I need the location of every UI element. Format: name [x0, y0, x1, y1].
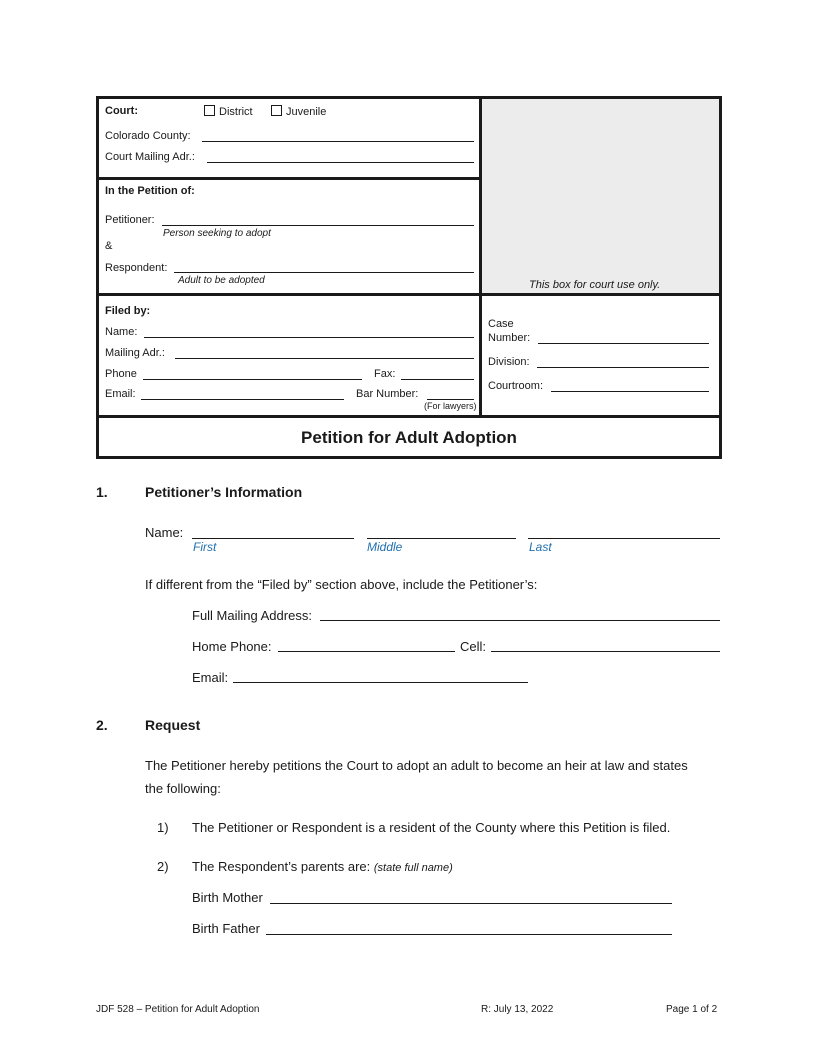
courtroom-field[interactable]: [551, 391, 709, 392]
juvenile-label: Juvenile: [286, 106, 327, 118]
section1-number: 1.: [96, 484, 108, 500]
filed-bar-field[interactable]: [427, 399, 474, 400]
caption-divider-court: [99, 177, 479, 180]
filed-bar-label: Bar Number:: [356, 388, 419, 400]
case-label-line1: Case: [488, 318, 514, 330]
filed-email-field[interactable]: [141, 399, 344, 400]
court-mailing-field[interactable]: [207, 162, 474, 163]
item2-number: 2): [157, 859, 169, 874]
court-use-panel: [482, 99, 719, 293]
court-option-district[interactable]: [204, 105, 253, 118]
first-name-hint: First: [193, 540, 217, 554]
filed-phone-label: Phone: [105, 368, 137, 380]
document-title: Petition for Adult Adoption: [301, 428, 517, 447]
s1-email-field[interactable]: [233, 682, 528, 683]
cell-field[interactable]: [491, 651, 720, 652]
item2-line: [192, 859, 453, 874]
division-label: Division:: [488, 356, 530, 368]
first-name-field[interactable]: [192, 538, 354, 539]
filed-by-heading: Filed by:: [105, 305, 151, 317]
filed-fax-label: Fax:: [374, 368, 396, 380]
court-option-juvenile[interactable]: [271, 105, 326, 118]
middle-name-field[interactable]: [367, 538, 516, 539]
respondent-field[interactable]: [174, 272, 474, 273]
petitioner-hint: Person seeking to adopt: [163, 228, 271, 239]
courtroom-label: Courtroom:: [488, 380, 544, 392]
filed-name-field[interactable]: [144, 337, 474, 338]
home-phone-label: Home Phone:: [192, 639, 272, 654]
ampersand: &: [105, 240, 113, 252]
item1-text: The Petitioner or Respondent is a resident of the County where this Petition is filed.: [192, 820, 671, 835]
filed-mailing-label: Mailing Adr.:: [105, 347, 165, 359]
district-label: District: [219, 106, 253, 118]
full-address-field[interactable]: [320, 620, 720, 621]
case-number-field[interactable]: [538, 343, 709, 344]
court-mailing-label: Court Mailing Adr.:: [105, 151, 195, 163]
full-address-label: Full Mailing Address:: [192, 608, 312, 623]
birth-mother-label: Birth Mother: [192, 890, 263, 905]
middle-name-hint: Middle: [367, 540, 403, 554]
footer-form-id: JDF 528 – Petition for Adult Adoption: [96, 1004, 260, 1015]
request-intro-line2: the following:: [145, 781, 221, 796]
item2-text: The Respondent’s parents are:: [192, 859, 371, 874]
item1-number: 1): [157, 820, 169, 835]
petitioner-field[interactable]: [162, 225, 474, 226]
filed-mailing-field[interactable]: [175, 358, 474, 359]
petitioner-label: Petitioner:: [105, 214, 155, 226]
section1-title: Petitioner’s Information: [145, 484, 303, 500]
home-phone-field[interactable]: [278, 651, 455, 652]
caption-divider-title: [99, 415, 719, 418]
s1-email-label: Email:: [192, 670, 229, 685]
filed-email-label: Email:: [105, 388, 136, 400]
item2-hint: (state full name): [373, 862, 453, 874]
caption-divider-parties: [99, 293, 719, 296]
filed-name-label: Name:: [105, 326, 138, 338]
filed-phone-field[interactable]: [143, 379, 362, 380]
s1-name-label: Name:: [145, 525, 184, 540]
respondent-label: Respondent:: [105, 262, 168, 274]
request-intro-line1: The Petitioner hereby petitions the Court to adopt an adult to become an heir at law and states: [145, 758, 688, 773]
caption-divider-vertical: [479, 99, 482, 417]
different-instruction: If different from the “Filed by” section above, include the Petitioner’s:: [145, 577, 538, 592]
footer-revision: R: July 13, 2022: [481, 1004, 554, 1015]
section2-title: Request: [145, 717, 201, 733]
birth-mother-field[interactable]: [270, 903, 672, 904]
cell-label: Cell:: [460, 639, 487, 654]
court-use-note: This box for court use only.: [529, 279, 661, 291]
petition-of-heading: In the Petition of:: [105, 185, 195, 197]
last-name-field[interactable]: [528, 538, 720, 539]
last-name-hint: Last: [529, 540, 552, 554]
court-label: Court:: [105, 105, 138, 117]
county-field[interactable]: [202, 141, 474, 142]
district-checkbox[interactable]: [204, 105, 215, 116]
birth-father-field[interactable]: [266, 934, 672, 935]
filed-fax-field[interactable]: [401, 379, 474, 380]
division-field[interactable]: [537, 367, 709, 368]
bar-hint: (For lawyers): [424, 401, 477, 411]
respondent-hint: Adult to be adopted: [178, 275, 265, 286]
juvenile-checkbox[interactable]: [271, 105, 282, 116]
county-label: Colorado County:: [105, 130, 191, 142]
birth-father-label: Birth Father: [192, 921, 260, 936]
case-label-line2: Number:: [488, 332, 531, 344]
footer-page: Page 1 of 2: [666, 1004, 718, 1015]
section2-number: 2.: [96, 717, 108, 733]
